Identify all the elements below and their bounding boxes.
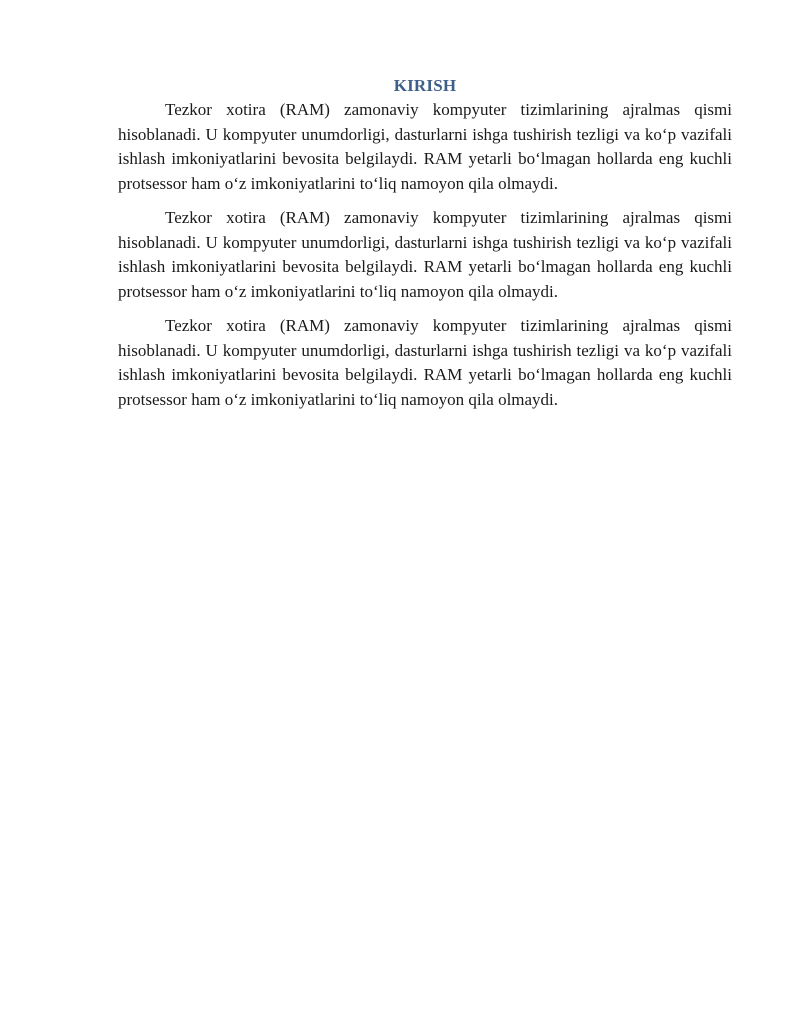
section-title: KIRISH [393,76,457,95]
document-body [118,74,732,422]
paragraph-1: Tezkor xotira (RAM) zamonaviy kompyuter tizimlarining ajralmas qismi hisoblanadi. U kompyuter unumdorligi, dasturlarni ishga tushirish tezligi va ko‘p vazifali ishlash imkoniyatlarini bevosita belgilaydi. RAM yetarli bo‘lmagan hollarda eng kuchli protsessor ham o‘z imkoniyatlarini to‘liq namoyon qila olmaydi. [118,100,732,193]
paragraph-3: Tezkor xotira (RAM) zamonaviy kompyuter tizimlarining ajralmas qismi hisoblanadi. U kompyuter unumdorligi, dasturlarni ishga tushirish tezligi va ko‘p vazifali ishlash imkoniyatlarini bevosita belgilaydi. RAM yetarli bo‘lmagan hollarda eng kuchli protsessor ham o‘z imkoniyatlarini to‘liq namoyon qila olmaydi. [118,316,732,409]
paragraph-2: Tezkor xotira (RAM) zamonaviy kompyuter tizimlarining ajralmas qismi hisoblanadi. U kompyuter unumdorligi, dasturlarni ishga tushirish tezligi va ko‘p vazifali ishlash imkoniyatlarini bevosita belgilaydi. RAM yetarli bo‘lmagan hollarda eng kuchli protsessor ham o‘z imkoniyatlarini to‘liq namoyon qila olmaydi. [118,208,732,301]
